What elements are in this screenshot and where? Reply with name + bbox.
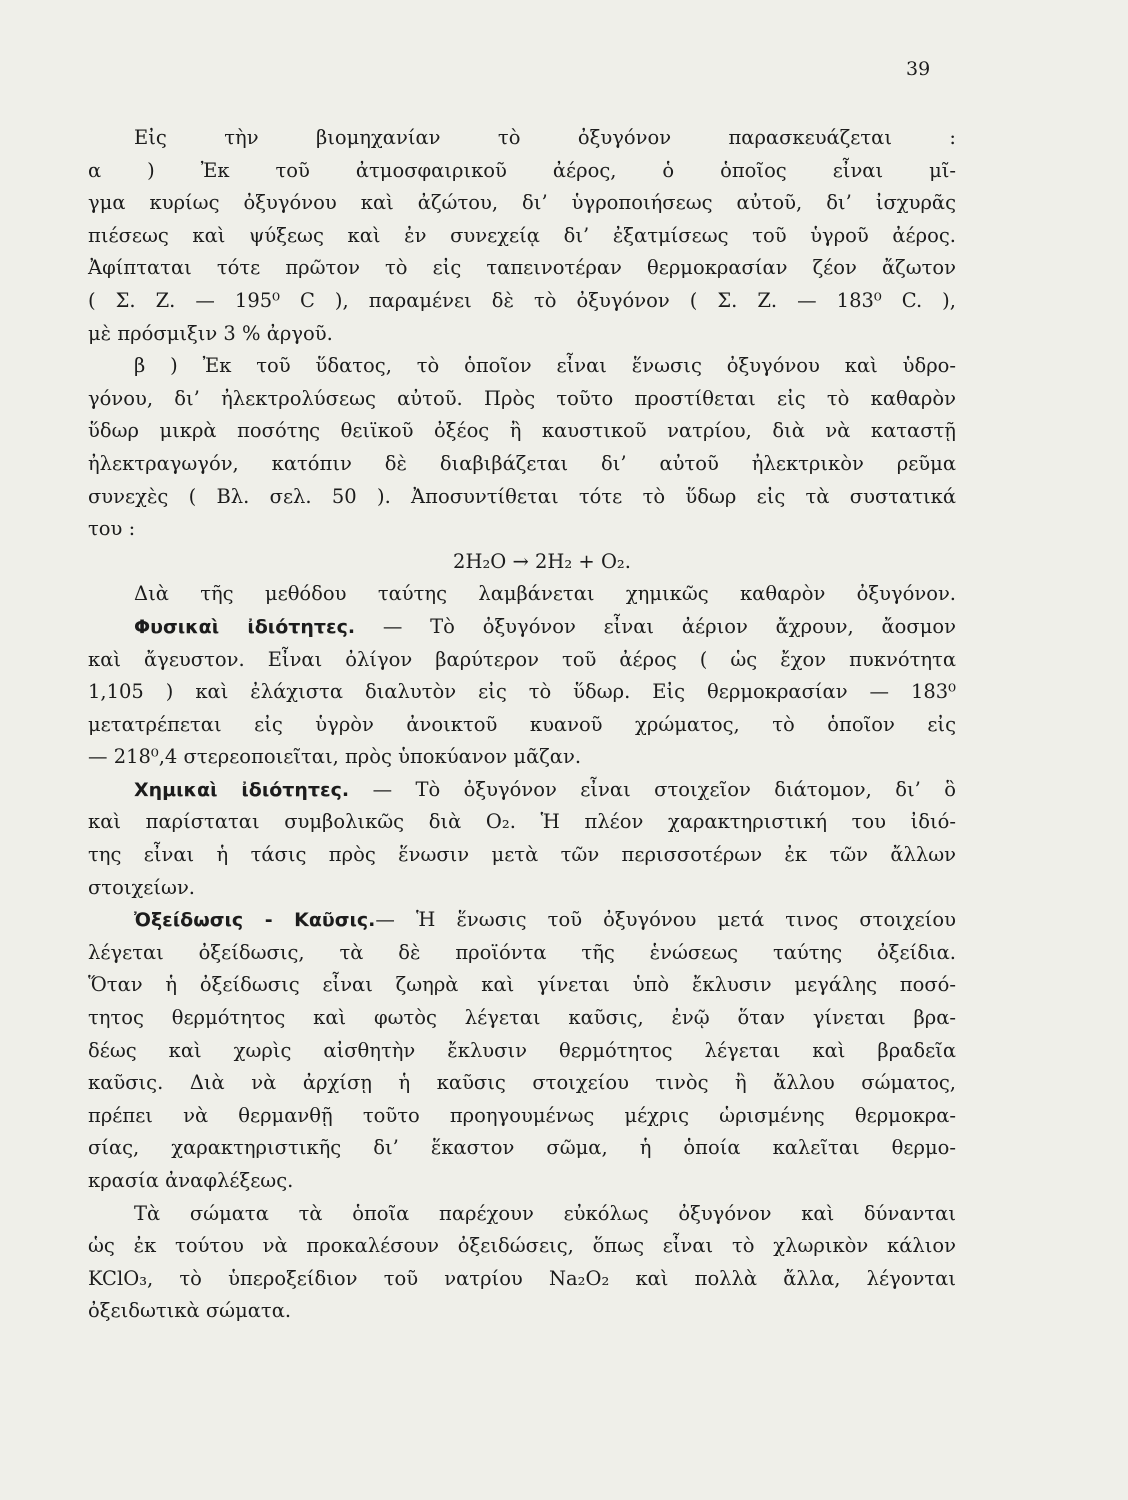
line-text: ( Σ. Ζ. — 195⁰ C ), παραμένει δὲ τὸ ὀξυγόνον ( Σ. Ζ. — 183⁰ C. ), bbox=[88, 288, 956, 312]
line-text: 1,105 ) καὶ ἐλάχιστα διαλυτὸν εἰς τὸ ὕδωρ. Εἰς θερμοκρασίαν — 183⁰ bbox=[88, 680, 956, 704]
line-text: ὕδωρ μικρὰ ποσότης θειϊκοῦ ὀξέος ἢ καυστικοῦ νατρίου, διὰ νὰ καταστῇ bbox=[88, 419, 956, 443]
text-line bbox=[88, 937, 956, 970]
line-text: πρέπει νὰ θερμανθῇ τοῦτο προηγουμένως μέχρις ὡρισμένης θερμοκρα- bbox=[88, 1103, 956, 1127]
text-line bbox=[88, 513, 956, 546]
text-line bbox=[88, 448, 956, 481]
line-text: πιέσεως καὶ ψύξεως καὶ ἐν συνεχείᾳ δι’ ἐξατμίσεως τοῦ ὑγροῦ ἀέρος. bbox=[88, 223, 956, 247]
line-text: τητος θερμότητος καὶ φωτὸς λέγεται καῦσις, ἐνῷ ὅταν γίνεται βρα- bbox=[88, 1006, 956, 1030]
line-text: δέως καὶ χωρὶς αἰσθητὴν ἔκλυσιν θερμότητος λέγεται καὶ βραδεῖα bbox=[88, 1038, 956, 1062]
line-text: μὲ πρόσμιξιν 3 % ἀργοῦ. bbox=[88, 321, 333, 345]
line-text: γμα κυρίως ὀξυγόνου καὶ ἀζώτου, δι’ ὑγροποιήσεως αὐτοῦ, δι’ ἰσχυρᾶς bbox=[88, 191, 956, 215]
line-text: ὀξειδωτικὰ σώματα. bbox=[88, 1299, 292, 1323]
text-line bbox=[88, 155, 956, 188]
text-line bbox=[88, 415, 956, 448]
line-text: β ) Ἐκ τοῦ ὕδατος, τὸ ὁποῖον εἶναι ἕνωσις ὀξυγόνου καὶ ὑδρο- bbox=[134, 354, 956, 378]
text-line bbox=[88, 1295, 956, 1328]
line-text: του : bbox=[88, 517, 136, 541]
text-line bbox=[88, 122, 956, 155]
line-text: — Τὸ ὀξυγόνον εἶναι στοιχεῖον διάτομον, δι’ ὃ bbox=[349, 777, 956, 801]
line-text: σίας, χαρακτηριστικῆς δι’ ἕκαστον σῶμα, ἡ ὁποία καλεῖται θερμο- bbox=[88, 1136, 956, 1160]
line-text: ἠλεκτραγωγόν, κατόπιν δὲ διαβιβάζεται δι’ αὐτοῦ ἠλεκτρικὸν ρεῦμα bbox=[88, 451, 956, 475]
text-line bbox=[88, 578, 956, 611]
text-line bbox=[88, 285, 956, 318]
line-text: καὶ παρίσταται συμβολικῶς διὰ O₂. Ἡ πλέον χαρακτηριστική του ἰδιό- bbox=[88, 810, 956, 834]
text-line bbox=[88, 611, 956, 644]
line-text: συνεχὲς ( Βλ. σελ. 50 ). Ἀποσυντίθεται τότε τὸ ὕδωρ εἰς τὰ συστατικά bbox=[88, 484, 956, 508]
text-line bbox=[88, 220, 956, 253]
line-text: καὶ ἄγευστον. Εἶναι ὀλίγον βαρύτερον τοῦ ἀέρος ( ὡς ἔχον πυκνότητα bbox=[88, 647, 956, 671]
text-line bbox=[88, 1165, 956, 1198]
text-line bbox=[88, 1035, 956, 1068]
text-line bbox=[88, 872, 956, 905]
line-text: — Τὸ ὀξυγόνον εἶναι ἀέριον ἄχρουν, ἄοσμον bbox=[355, 614, 956, 638]
line-text: γόνου, δι’ ἠλεκτρολύσεως αὐτοῦ. Πρὸς τοῦτο προστίθεται εἰς τὸ καθαρὸν bbox=[88, 386, 956, 410]
line-text: μετατρέπεται εἰς ὑγρὸν ἀνοικτοῦ κυανοῦ χρώματος, τὸ ὁποῖον εἰς bbox=[88, 712, 956, 736]
section-heading: Ὀξείδωσις - Καῦσις. bbox=[134, 909, 376, 932]
line-text: καῦσις. Διὰ νὰ ἀρχίσῃ ἡ καῦσις στοιχείου τινὸς ἢ ἄλλου σώματος, bbox=[88, 1071, 956, 1095]
text-line bbox=[88, 806, 956, 839]
text-line bbox=[88, 644, 956, 677]
section-heading: Χημικαὶ ἰδιότητες. bbox=[134, 778, 350, 801]
line-text: KClO₃, τὸ ὑπεροξείδιον τοῦ νατρίου Na₂O₂ καὶ πολλὰ ἄλλα, λέγονται bbox=[88, 1266, 956, 1290]
page-body-text bbox=[88, 122, 956, 1328]
text-line bbox=[88, 676, 956, 709]
line-text: Ἀφίπταται τότε πρῶτον τὸ εἰς ταπεινοτέραν θερμοκρασίαν ζέον ἄζωτον bbox=[88, 256, 956, 280]
text-line bbox=[88, 252, 956, 285]
line-text: 2H₂O → 2H₂ + O₂. bbox=[453, 549, 631, 573]
text-line bbox=[88, 1198, 956, 1231]
line-text: α ) Ἐκ τοῦ ἀτμοσφαιρικοῦ ἀέρος, ὁ ὁποῖος εἶναι μῖ- bbox=[88, 158, 956, 182]
line-text: — 218⁰,4 στερεοποιεῖται, πρὸς ὑποκύανον μᾶζαν. bbox=[88, 745, 582, 769]
text-line bbox=[88, 481, 956, 514]
line-text: ὡς ἐκ τούτου νὰ προκαλέσουν ὀξειδώσεις, ὅπως εἶναι τὸ χλωρικὸν κάλιον bbox=[88, 1234, 956, 1258]
text-line bbox=[88, 741, 956, 774]
page-number: 39 bbox=[906, 58, 931, 80]
text-line bbox=[88, 839, 956, 872]
text-line bbox=[88, 350, 956, 383]
text-line bbox=[88, 383, 956, 416]
line-text: Εἰς τὴν βιομηχανίαν τὸ ὀξυγόνον παρασκευάζεται : bbox=[134, 126, 956, 149]
text-line bbox=[88, 1230, 956, 1263]
line-text: κρασία ἀναφλέξεως. bbox=[88, 1169, 294, 1192]
line-text: Διὰ τῆς μεθόδου ταύτης λαμβάνεται χημικῶς καθαρὸν ὀξυγόνον. bbox=[134, 582, 956, 606]
line-text: Ὅταν ἡ ὀξείδωσις εἶναι ζωηρὰ καὶ γίνεται ὑπὸ ἔκλυσιν μεγάλης ποσό- bbox=[88, 973, 956, 997]
text-line bbox=[88, 1132, 956, 1165]
text-line bbox=[88, 318, 956, 351]
text-line bbox=[88, 774, 956, 807]
line-text: Τὰ σώματα τὰ ὁποῖα παρέχουν εὐκόλως ὀξυγόνον καὶ δύνανται bbox=[134, 1201, 956, 1225]
text-line bbox=[88, 1100, 956, 1133]
section-heading: Φυσικαὶ ἰδιότητες. bbox=[134, 615, 356, 638]
line-text: λέγεται ὀξείδωσις, τὰ δὲ προϊόντα τῆς ἑνώσεως ταύτης ὀξείδια. bbox=[88, 940, 956, 964]
text-line bbox=[88, 1263, 956, 1296]
text-line bbox=[88, 969, 956, 1002]
text-line bbox=[88, 709, 956, 742]
line-text: — Ἡ ἕνωσις τοῦ ὀξυγόνου μετά τινος στοιχείου bbox=[375, 908, 956, 932]
line-text: στοιχείων. bbox=[88, 875, 196, 899]
text-line bbox=[88, 904, 956, 937]
line-text: της εἶναι ἡ τάσις πρὸς ἕνωσιν μετὰ τῶν περισσοτέρων ἐκ τῶν ἄλλων bbox=[88, 843, 956, 867]
text-line bbox=[88, 1067, 956, 1100]
text-line bbox=[88, 187, 956, 220]
text-line bbox=[88, 1002, 956, 1035]
equation bbox=[88, 546, 956, 579]
